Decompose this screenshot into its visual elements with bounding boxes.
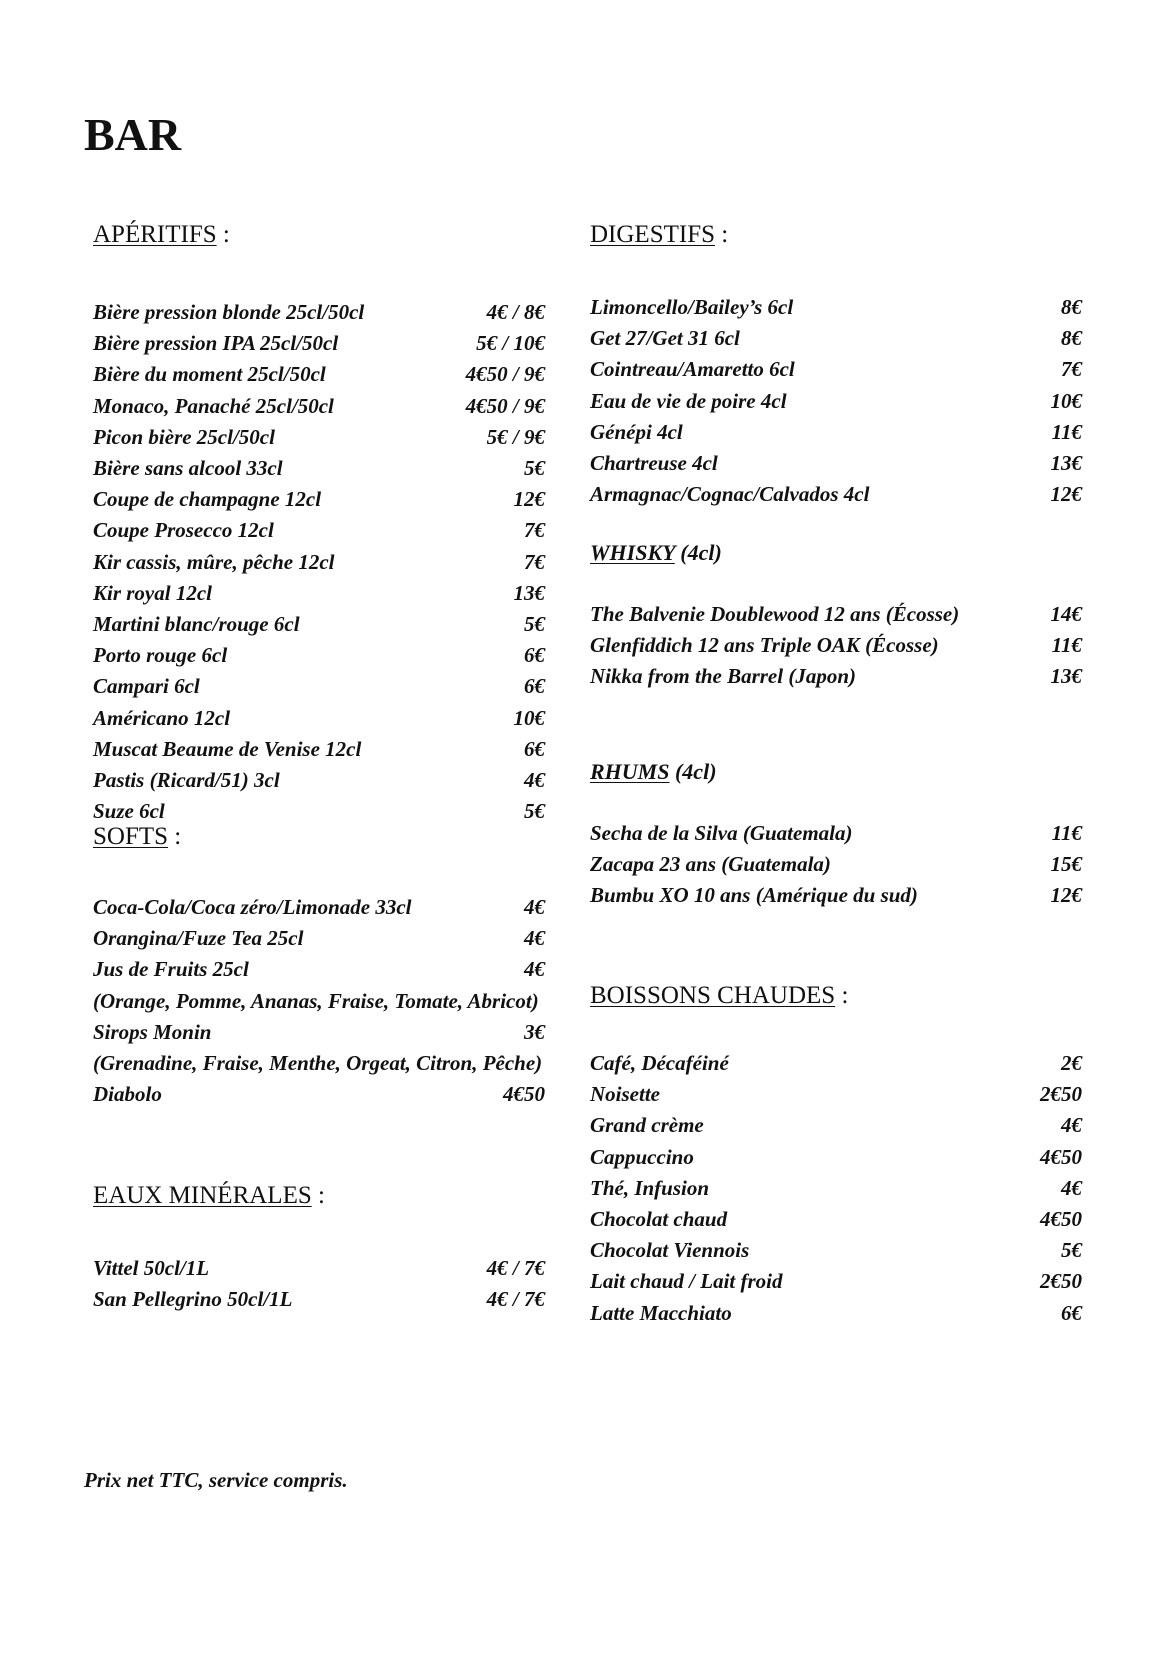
item-price: 4€ <box>524 926 545 951</box>
item-name: Grand crème <box>590 1113 704 1138</box>
item-price: 5€ <box>524 456 545 481</box>
item-price: 4€ <box>524 895 545 919</box>
item-name: Limoncello/Bailey’s 6cl <box>590 295 794 319</box>
page-title: BAR <box>84 109 182 160</box>
eaux-list <box>93 1253 545 1315</box>
item-name: Chocolat chaud <box>590 1207 728 1232</box>
item-name: Monaco, Panaché 25cl/50cl <box>93 393 334 418</box>
item-price: 14€ <box>1050 602 1082 626</box>
item-name: Coupe Prosecco 12cl <box>93 518 274 543</box>
item-price: 4€ / 7€ <box>486 1256 545 1280</box>
menu-item <box>590 1048 1082 1079</box>
item-price: 4€ <box>524 957 545 982</box>
section-heading: DIGESTIFS : <box>590 221 729 248</box>
menu-item <box>93 1284 545 1315</box>
item-name: Bière du moment 25cl/50cl <box>93 362 326 387</box>
item-name: Eau de vie de poire 4cl <box>590 388 787 413</box>
item-name: Bière sans alcool 33cl <box>93 456 283 481</box>
item-name: Armagnac/Cognac/Calvados 4cl <box>590 482 870 507</box>
menu-item <box>93 892 545 923</box>
item-price: 4€50 / 9€ <box>465 393 545 418</box>
item-price: 5€ / 10€ <box>476 331 545 356</box>
item-price: 4€ / 7€ <box>486 1287 545 1312</box>
boissons-chaudes-section <box>590 981 1082 1329</box>
menu-item <box>93 609 545 640</box>
menu-item <box>590 849 1082 880</box>
item-name: Américano 12cl <box>93 705 231 730</box>
menu-item <box>590 880 1082 911</box>
menu-item <box>590 1110 1082 1141</box>
menu-item <box>590 1204 1082 1235</box>
menu-item <box>93 359 545 390</box>
item-price: 13€ <box>1050 664 1082 689</box>
item-price: 4€50 <box>1040 1144 1082 1169</box>
item-price: 11€ <box>1051 633 1082 658</box>
item-price: 6€ <box>1061 1300 1082 1325</box>
item-name: Vittel 50cl/1L <box>93 1256 210 1280</box>
item-price: 11€ <box>1051 821 1082 845</box>
item-name: Cappuccino <box>590 1144 694 1169</box>
price-note-footer: Prix net TTC, service compris. <box>84 1468 348 1492</box>
item-name: Glenfiddich 12 ans Triple OAK (Écosse) <box>590 633 939 658</box>
item-name: Nikka from the Barrel (Japon) <box>590 664 857 689</box>
item-name: Lait chaud / Lait froid <box>590 1269 783 1294</box>
menu-item <box>590 1079 1082 1110</box>
item-name: Noisette <box>590 1082 660 1107</box>
item-price: 2€ <box>1061 1051 1082 1075</box>
section-heading: SOFTS : <box>93 823 182 850</box>
juice-flavours-note: (Orange, Pomme, Ananas, Fraise, Tomate, Abricot) <box>93 988 539 1013</box>
menu-item <box>93 391 545 422</box>
whisky-list <box>590 599 1082 693</box>
item-name: Sirops Monin <box>93 1019 212 1044</box>
aperitifs-section <box>93 220 545 827</box>
menu-item-sirops <box>93 1017 545 1048</box>
item-name: Zacapa 23 ans (Guatemala) <box>590 852 831 877</box>
item-price: 5€ <box>524 799 545 824</box>
item-price: 7€ <box>524 549 545 574</box>
item-price: 2€50 <box>1040 1082 1082 1107</box>
menu-item <box>590 1266 1082 1297</box>
item-name: Pastis (Ricard/51) 3cl <box>93 768 280 793</box>
item-name: Jus de Fruits 25cl <box>93 957 249 982</box>
menu-item-diabolo <box>93 1079 545 1110</box>
menu-item <box>590 661 1082 692</box>
menu-item <box>93 765 545 796</box>
item-name: Thé, Infusion <box>590 1175 710 1200</box>
item-price: 8€ <box>1061 326 1082 351</box>
item-price: 5€ / 9€ <box>486 424 545 449</box>
menu-item <box>590 448 1082 479</box>
menu-item <box>590 1298 1082 1329</box>
item-price: 15€ <box>1050 852 1082 877</box>
item-price: 8€ <box>1061 295 1082 319</box>
item-price: 4€50 / 9€ <box>465 362 545 387</box>
item-name: Diabolo <box>93 1082 162 1107</box>
item-price: 13€ <box>513 580 545 605</box>
item-price: 12€ <box>1050 482 1082 507</box>
menu-item <box>93 954 545 985</box>
item-name: Coca-Cola/Coca zéro/Limonade 33cl <box>93 895 412 919</box>
item-name: Bumbu XO 10 ans (Amérique du sud) <box>590 883 918 908</box>
menu-item <box>93 297 545 328</box>
item-price: 10€ <box>513 705 545 730</box>
digestifs-section <box>590 220 1082 510</box>
item-price: 12€ <box>513 487 545 512</box>
item-name: Chartreuse 4cl <box>590 451 718 476</box>
item-price: 3€ <box>524 1019 545 1044</box>
menu-item <box>93 484 545 515</box>
item-price: 2€50 <box>1040 1269 1082 1294</box>
softs-section <box>93 822 545 1110</box>
menu-item <box>93 703 545 734</box>
item-name: Café, Décaféiné <box>590 1051 729 1075</box>
item-name: Kir cassis, mûre, pêche 12cl <box>93 549 335 574</box>
item-name: Get 27/Get 31 6cl <box>590 326 740 351</box>
menu-item <box>590 1142 1082 1173</box>
item-price: 6€ <box>524 643 545 668</box>
item-name: Suze 6cl <box>93 799 165 824</box>
item-price: 4€50 <box>503 1082 545 1107</box>
sirop-flavours-note: (Grenadine, Fraise, Menthe, Orgeat, Citron, Pêche) <box>93 1051 543 1076</box>
menu-item <box>93 547 545 578</box>
item-price: 11€ <box>1051 419 1082 444</box>
menu-item <box>93 734 545 765</box>
softs-list <box>93 892 545 986</box>
item-price: 4€ <box>524 768 545 793</box>
item-name: Orangina/Fuze Tea 25cl <box>93 926 304 951</box>
menu-item <box>590 599 1082 630</box>
rhums-section <box>590 757 1082 912</box>
eaux-section <box>93 1181 545 1315</box>
item-name: The Balvenie Doublewood 12 ans (Écosse) <box>590 602 960 626</box>
item-name: Secha de la Silva (Guatemala) <box>590 821 853 845</box>
menu-item <box>590 1235 1082 1266</box>
item-price: 7€ <box>524 518 545 543</box>
menu-item <box>93 1253 545 1284</box>
menu-item <box>590 323 1082 354</box>
menu-item <box>93 578 545 609</box>
item-price: 4€ <box>1061 1175 1082 1200</box>
menu-item <box>590 354 1082 385</box>
menu-item <box>93 453 545 484</box>
item-price: 7€ <box>1061 357 1082 382</box>
section-heading: BOISSONS CHAUDES : <box>590 982 849 1009</box>
item-name: Coupe de champagne 12cl <box>93 487 322 512</box>
menu-item <box>590 1173 1082 1204</box>
menu-item <box>93 422 545 453</box>
menu-item <box>93 328 545 359</box>
menu-item <box>590 630 1082 661</box>
item-name: Chocolat Viennois <box>590 1238 750 1263</box>
menu-item <box>590 292 1082 323</box>
whisky-section <box>590 538 1082 693</box>
item-name: Génépi 4cl <box>590 419 683 444</box>
section-heading: RHUMS (4cl) <box>590 759 717 784</box>
item-name: Bière pression blonde 25cl/50cl <box>93 300 365 324</box>
item-name: Bière pression IPA 25cl/50cl <box>93 331 339 356</box>
item-name: Picon bière 25cl/50cl <box>93 424 275 449</box>
item-name: Martini blanc/rouge 6cl <box>93 612 300 637</box>
menu-item <box>93 671 545 702</box>
menu-item <box>590 818 1082 849</box>
aperitifs-list <box>93 297 545 827</box>
item-name: Porto rouge 6cl <box>93 643 228 668</box>
menu-item <box>590 417 1082 448</box>
boissons-chaudes-list <box>590 1048 1082 1329</box>
section-heading: EAUX MINÉRALES : <box>93 1182 325 1209</box>
item-price: 6€ <box>524 674 545 699</box>
section-heading: WHISKY (4cl) <box>590 540 722 565</box>
item-name: Cointreau/Amaretto 6cl <box>590 357 795 382</box>
item-name: Campari 6cl <box>93 674 200 699</box>
item-name: Kir royal 12cl <box>93 580 212 605</box>
item-name: Latte Macchiato <box>590 1300 732 1325</box>
digestifs-list <box>590 292 1082 510</box>
menu-item <box>93 923 545 954</box>
item-price: 13€ <box>1050 451 1082 476</box>
item-price: 10€ <box>1050 388 1082 413</box>
item-price: 4€50 <box>1040 1207 1082 1232</box>
rhums-list <box>590 818 1082 912</box>
section-heading: APÉRITIFS : <box>93 221 230 248</box>
menu-item <box>93 640 545 671</box>
menu-item <box>590 479 1082 510</box>
item-price: 4€ / 8€ <box>486 300 545 324</box>
item-price: 12€ <box>1050 883 1082 908</box>
item-price: 4€ <box>1061 1113 1082 1138</box>
menu-item <box>93 515 545 546</box>
item-price: 6€ <box>524 736 545 761</box>
item-name: Muscat Beaume de Venise 12cl <box>93 736 362 761</box>
menu-item <box>590 386 1082 417</box>
item-price: 5€ <box>1061 1238 1082 1263</box>
item-name: San Pellegrino 50cl/1L <box>93 1287 293 1312</box>
item-price: 5€ <box>524 612 545 637</box>
